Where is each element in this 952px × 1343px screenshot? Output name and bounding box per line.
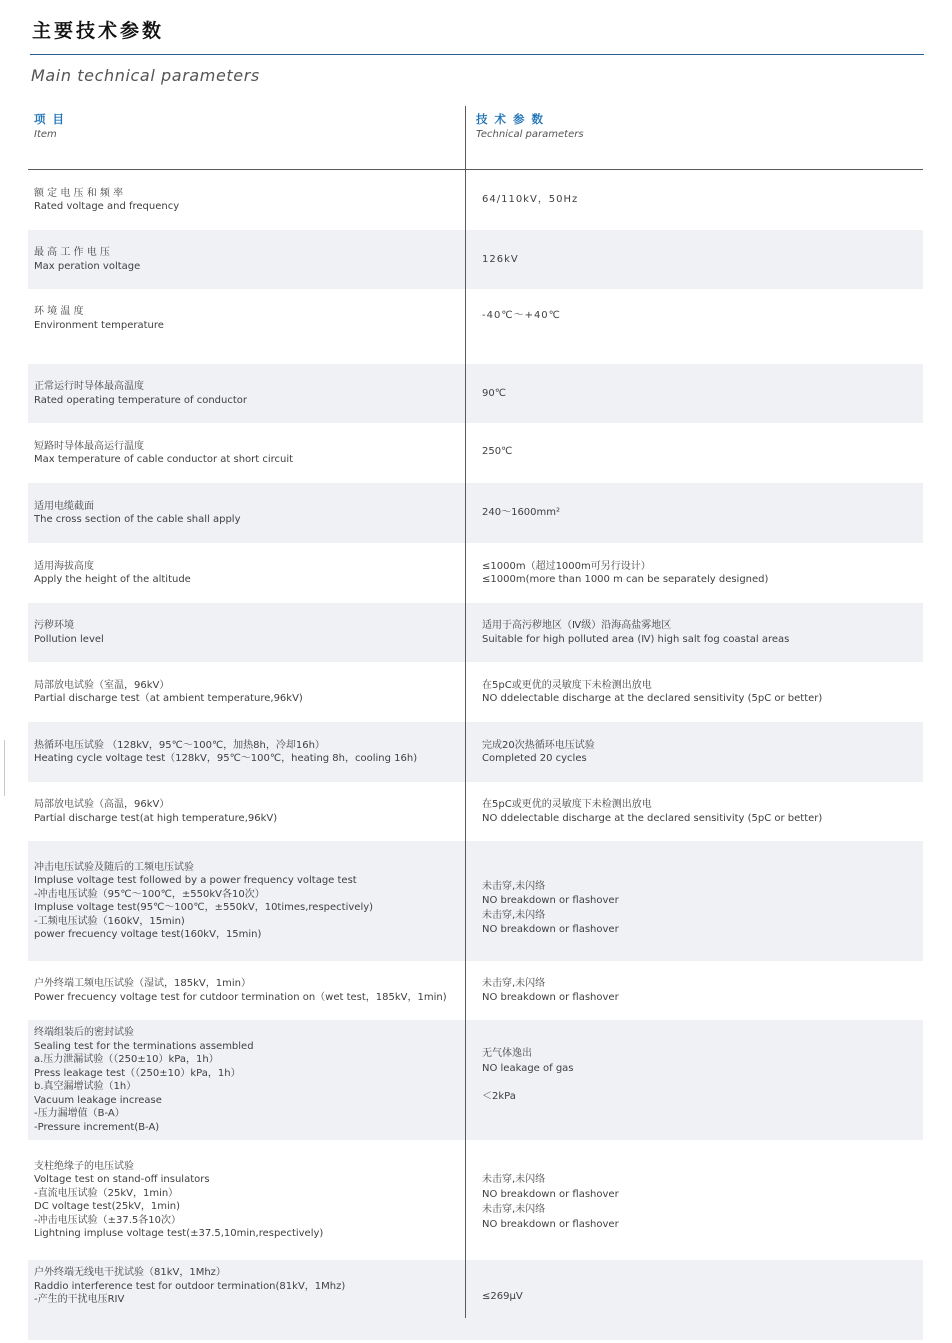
value-en: NO ddelectable discharge at the declared sensitivity (5pC or better) (482, 812, 823, 824)
value-cell (471, 782, 923, 841)
value-cell (471, 364, 923, 423)
value-cn: 未击穿,未闪络 (482, 1174, 546, 1185)
table-row (28, 841, 923, 961)
margin-line (4, 740, 5, 796)
table-row (28, 1140, 923, 1260)
item-sub: power frecuency voltage test(160kV，15min) (34, 929, 262, 940)
item-en: Partial discharge test(at high temperature,96kV) (34, 812, 278, 824)
table-row (28, 782, 923, 841)
value-cell (471, 1020, 923, 1140)
value-cell (471, 603, 923, 662)
item-en: Pollution level (34, 633, 104, 645)
value-text: ＜2kPa (482, 1091, 516, 1102)
table-row (28, 603, 923, 662)
item-cn: 支柱绝缘子的电压试验 (34, 1160, 134, 1172)
item-header-cn: 项 目 (34, 112, 66, 126)
item-en: Voltage test on stand-off insulators (34, 1174, 210, 1185)
value-cn: 在5pC或更优的灵敏度下未检测出放电 (482, 799, 652, 810)
table-row (28, 423, 923, 483)
item-sub: Press leakage test（（250±10）kPa，1h） (34, 1067, 241, 1079)
item-cell (28, 423, 471, 483)
value-cell (471, 722, 923, 782)
item-cell (28, 662, 471, 722)
item-en: Rated voltage and frequency (34, 201, 180, 212)
item-cn: 环 境 温 度 (34, 306, 84, 317)
value-cell (471, 170, 923, 230)
item-cell (28, 961, 471, 1020)
item-cn: 污秽环境 (34, 620, 74, 631)
item-sub: -冲击电压试验（±37.5各10次） (34, 1214, 181, 1226)
table-row (28, 483, 923, 543)
value-cn: 适用于高污秽地区（Ⅳ级）沿海高盐雾地区 (482, 620, 672, 631)
item-cn: 额 定 电 压 和 频 率 (34, 187, 124, 199)
item-cell (28, 170, 471, 230)
item-sub: Lightning impluse voltage test(±37.5,10min,respectively) (34, 1228, 324, 1239)
item-sub: -压力漏增值（B-A） (34, 1108, 125, 1119)
item-cell (28, 1140, 471, 1260)
value-text: 250℃ (482, 446, 513, 457)
value-cell (471, 483, 923, 543)
table-row (28, 1020, 923, 1140)
item-cn: 终端组装后的密封试验 (34, 1027, 134, 1038)
item-cell (28, 722, 471, 782)
value-text: ≤269μV (482, 1291, 523, 1302)
value-cn: 未击穿,未闪络 (482, 881, 546, 892)
value-en: Completed 20 cycles (482, 753, 587, 764)
param-header-en: Technical parameters (476, 129, 584, 140)
item-sub: Vacuum leakage increase (34, 1094, 162, 1106)
item-sub: b.真空漏增试验（1h） (34, 1081, 137, 1092)
item-cell (28, 1020, 471, 1140)
value-cell (471, 289, 923, 364)
value-en: NO breakdown or flashover (482, 991, 619, 1003)
value-cell (471, 423, 923, 483)
item-sub: -直流电压试验（25kV，1min） (34, 1187, 179, 1199)
item-en: Rated operating temperature of conductor (34, 394, 248, 406)
value-cn: 未击穿,未闪络 (482, 1204, 546, 1215)
item-cn: 局部放电试验（室温，96kV） (34, 679, 170, 691)
value-cell (471, 662, 923, 722)
value-cn: 无气体逸出 (482, 1048, 532, 1059)
item-en: Max temperature of cable conductor at short circuit (34, 454, 294, 465)
item-sub: a.压力泄漏试验（（250±10）kPa，1h） (34, 1054, 219, 1065)
table-row (28, 289, 923, 364)
item-sub: -产生的干扰电压RIV (34, 1294, 125, 1305)
value-cell (471, 230, 923, 289)
item-en: Apply the height of the altitude (34, 574, 191, 585)
value-spacer (482, 1076, 923, 1090)
item-cn: 短路时导体最高运行温度 (34, 440, 144, 452)
item-en: Heating cycle voltage test（128kV，95℃～100℃，heating 8h，cooling 16h) (34, 753, 418, 764)
param-header-cn: 技 术 参 数 (476, 112, 545, 126)
item-cell (28, 230, 471, 289)
value-cell (471, 1140, 923, 1260)
item-en: The cross section of the cable shall apply (34, 514, 241, 525)
value-en: ≤1000m(more than 1000 m can be separately designed) (482, 574, 769, 585)
item-sub: Impluse voltage test(95℃～100℃，±550kV，10times,respectively) (34, 902, 374, 913)
table-row (28, 662, 923, 722)
value-en: NO breakdown or flashover (482, 1219, 619, 1230)
item-cell (28, 782, 471, 841)
table-row (28, 230, 923, 289)
value-text: -40℃～+40℃ (482, 310, 561, 321)
item-cn: 适用海拔高度 (34, 560, 94, 572)
table-row (28, 543, 923, 603)
item-cell (28, 1260, 471, 1340)
item-en: Raddio interference test for outdoor termination(81kV，1Mhz) (34, 1280, 346, 1292)
value-cell (471, 841, 923, 961)
value-cn: 未击穿,未闪络 (482, 978, 546, 989)
item-en: Environment temperature (34, 319, 164, 331)
item-en: Power frecuency voltage test for cutdoor termination on（wet test，185kV，1min) (34, 991, 447, 1003)
table-row (28, 364, 923, 423)
item-cell (28, 543, 471, 603)
item-header-en: Item (34, 129, 57, 140)
table-row (28, 1260, 923, 1340)
table-row (28, 170, 923, 230)
value-cn: ≤1000m（超过1000m可另行设计） (482, 560, 651, 572)
table-header (28, 106, 923, 170)
value-en: NO breakdown or flashover (482, 1189, 619, 1200)
item-cn: 最 高 工 作 电 压 (34, 247, 110, 258)
value-cell (471, 543, 923, 603)
value-text: 126kV (482, 253, 519, 265)
value-cn: 完成20次热循环电压试验 (482, 739, 595, 751)
value-cn: 未击穿,未闪络 (482, 910, 546, 921)
value-en: NO breakdown or flashover (482, 924, 619, 935)
item-cell (28, 364, 471, 423)
item-sub: DC voltage test(25kV，1min) (34, 1201, 180, 1212)
value-cn: 在5pC或更优的灵敏度下未检测出放电 (482, 679, 652, 691)
value-cell (471, 961, 923, 1020)
item-cell (28, 603, 471, 662)
item-cn: 户外终端无线电干扰试验（81kV，1Mhz） (34, 1267, 226, 1278)
item-cell (28, 289, 471, 364)
item-cn: 户外终端工频电压试验（湿试，185kV，1min） (34, 978, 251, 989)
title-divider (30, 54, 924, 55)
item-en: Max peration voltage (34, 260, 141, 272)
value-text: 90℃ (482, 387, 506, 399)
parameters-table (28, 106, 923, 1340)
value-text: 64/110kV，50Hz (482, 194, 579, 206)
value-cell (471, 1260, 923, 1340)
page-subtitle: Main technical parameters (31, 66, 260, 85)
column-divider (465, 106, 466, 1318)
item-en: Impluse voltage test followed by a power frequency voltage test (34, 875, 357, 886)
item-sub: -冲击电压试验（95℃～100℃，±550kV各10次） (34, 888, 265, 900)
value-text: 240～1600mm² (482, 507, 561, 519)
value-en: NO ddelectable discharge at the declared sensitivity (5pC or better) (482, 693, 823, 704)
item-cn: 热循环电压试验 （128kV，95℃～100℃，加热8h，冷却16h） (34, 739, 325, 751)
item-sub: -Pressure increment(B-A) (34, 1121, 160, 1133)
item-cell (28, 483, 471, 543)
item-cn: 正常运行时导体最高温度 (34, 381, 144, 392)
item-en: Partial discharge test（at ambient temperature,96kV) (34, 693, 303, 704)
value-en: Suitable for high polluted area (Ⅳ) high salt fog coastal areas (482, 633, 790, 645)
table-row (28, 961, 923, 1020)
value-en: NO breakdown or flashover (482, 895, 619, 906)
value-en: NO leakage of gas (482, 1063, 574, 1074)
item-en: Sealing test for the terminations assembled (34, 1040, 254, 1052)
item-cell (28, 841, 471, 961)
table-row (28, 722, 923, 782)
item-sub: -工频电压试验（160kV，15min) (34, 915, 185, 927)
page-title: 主要技术参数 (32, 20, 165, 42)
item-cn: 适用电缆截面 (34, 500, 94, 512)
item-cn: 冲击电压试验及随后的工频电压试验 (34, 861, 194, 873)
item-cn: 局部放电试验（高温，96kV） (34, 799, 170, 810)
